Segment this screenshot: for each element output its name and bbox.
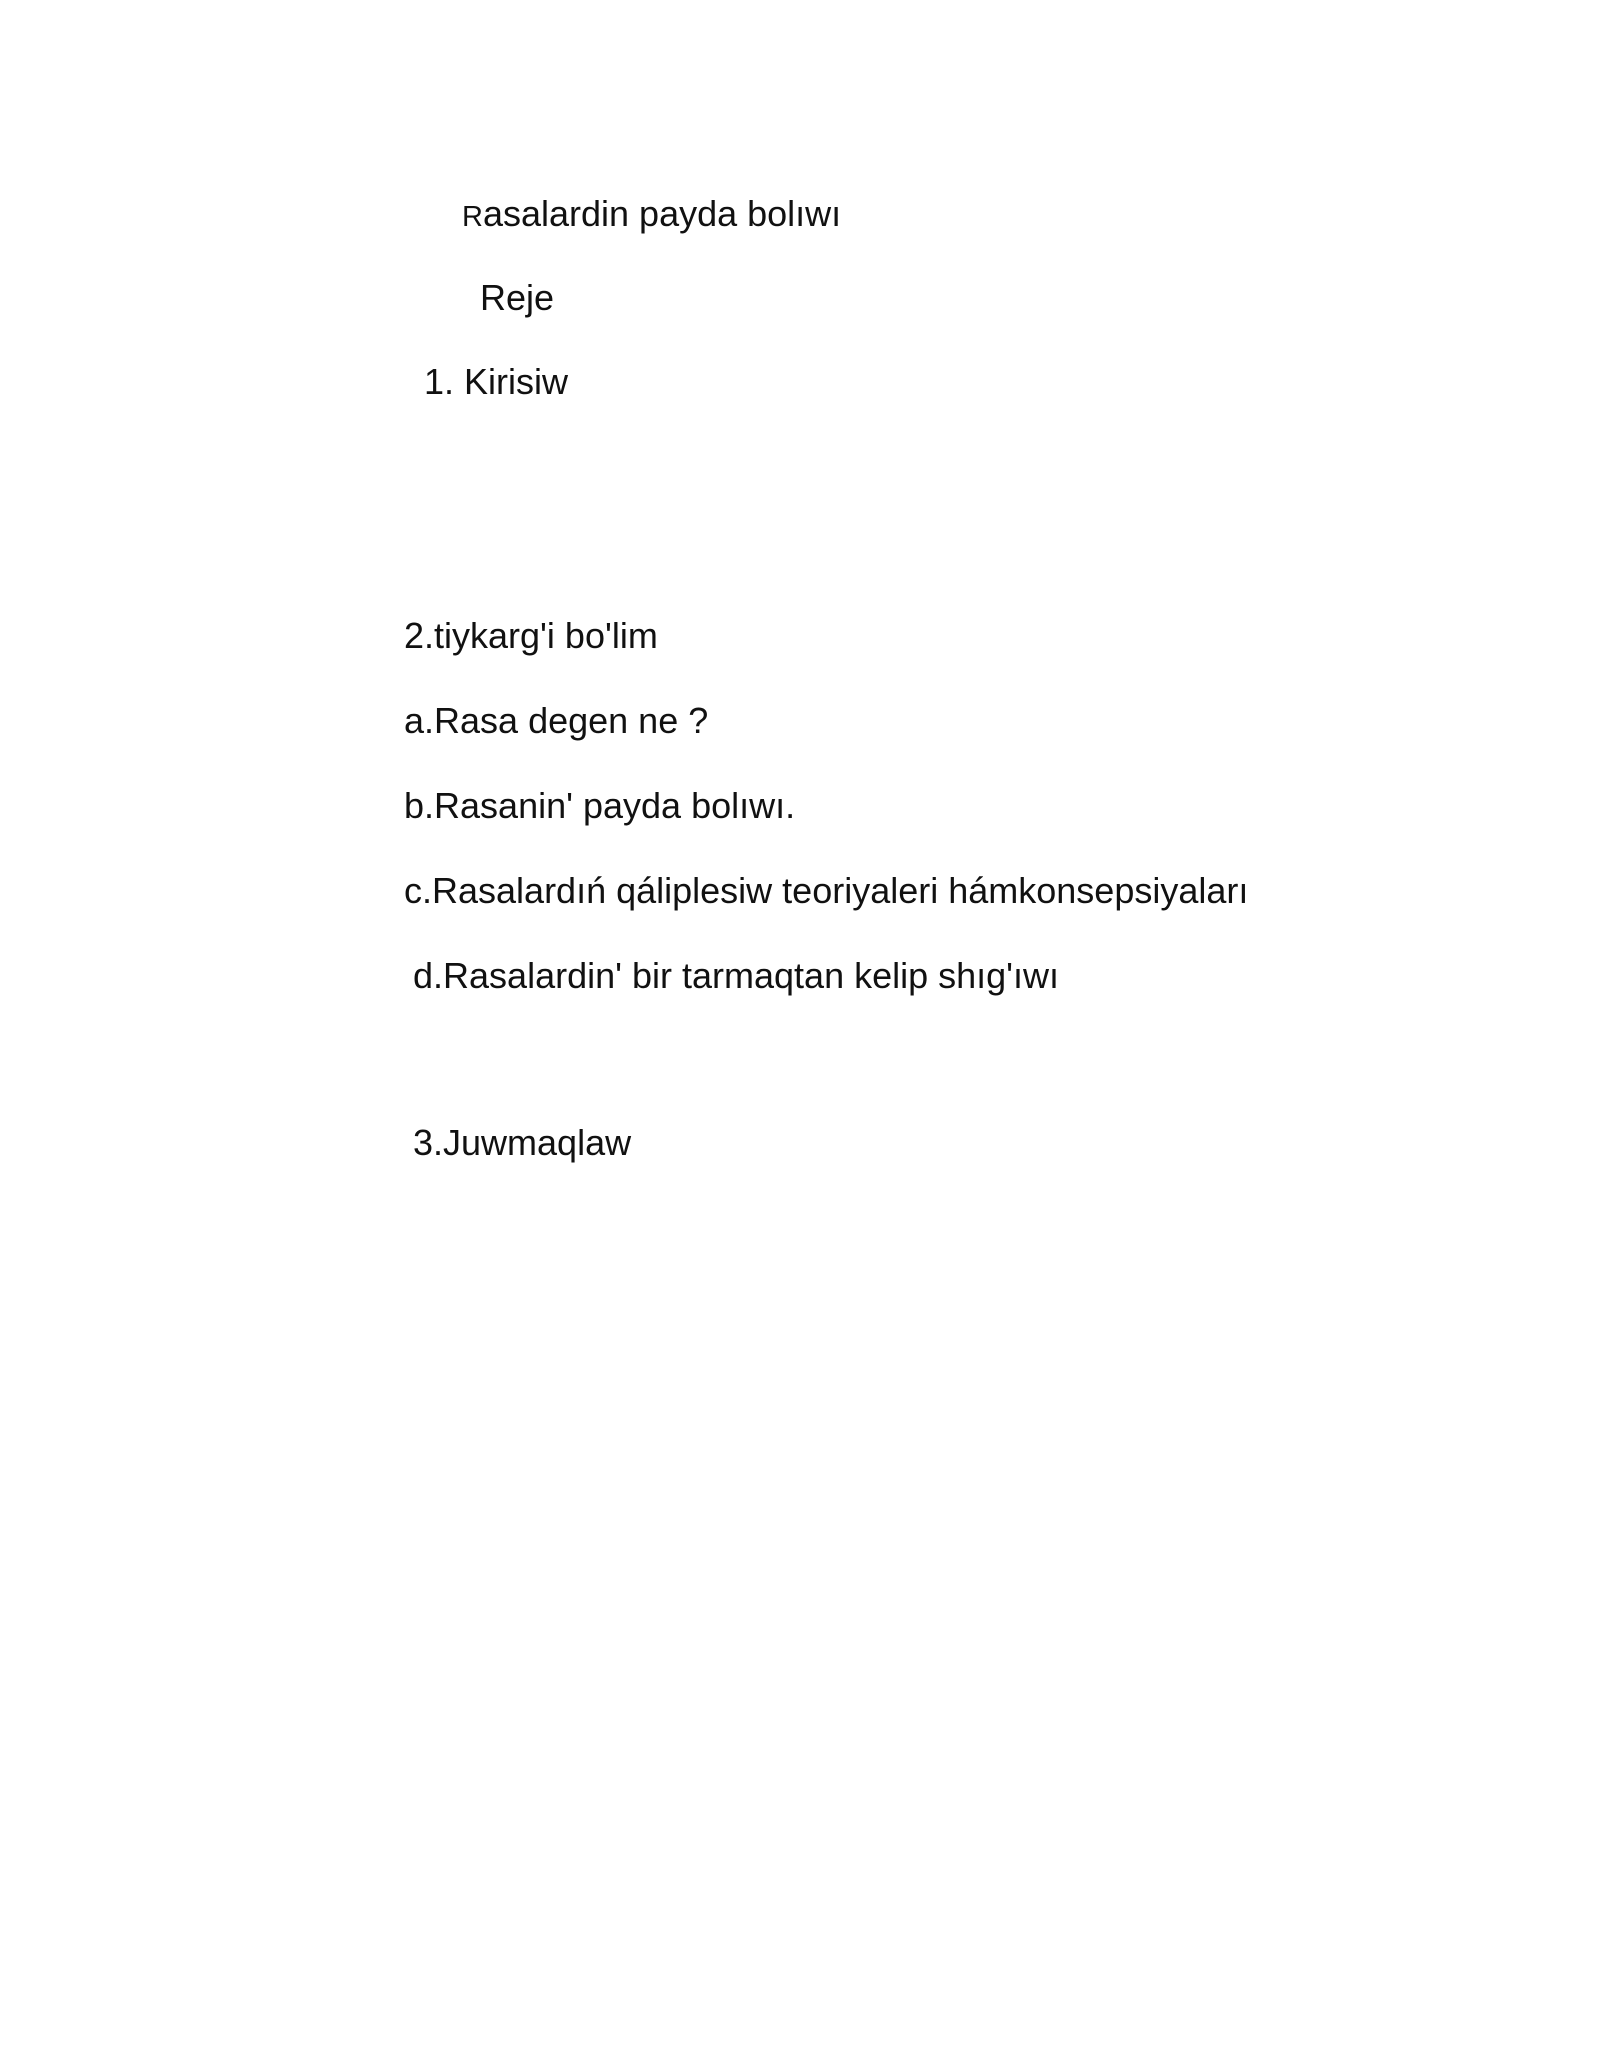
title-rest: asalardin payda bolıwı [482,193,842,234]
document-title [462,192,841,239]
title-first-letter: R [462,201,483,233]
outline-item-main-part: 2.tiykarg'i bo'lim [404,615,658,656]
plan-heading: Reje [480,277,555,318]
outline-subitem-a: a.Rasa degen ne ? [404,700,709,741]
outline-subitem-b: b.Rasanin' payda bolıwı. [404,785,796,826]
outline-item-conclusion: 3.Juwmaqlaw [413,1122,632,1163]
outline-item-introduction: 1. Kirisiw [424,361,569,402]
outline-subitem-d: d.Rasalardin' bir tarmaqtan kelip shıg'ıwı [413,955,1060,996]
outline-subitem-c: c.Rasalardıń qáliplesiw teoriyaleri hámkonsepsiyaları [404,870,1249,911]
